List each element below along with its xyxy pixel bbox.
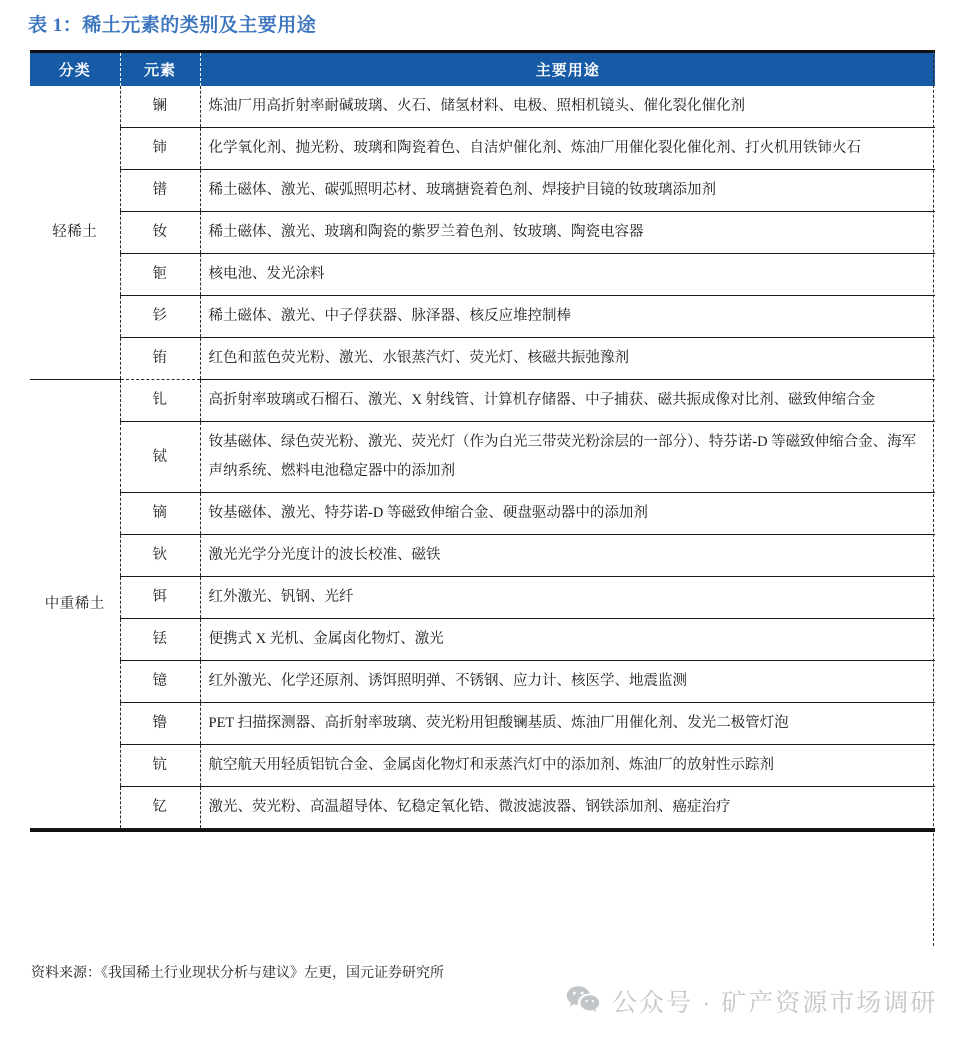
table-row bbox=[30, 619, 935, 661]
table-row bbox=[30, 493, 935, 535]
element-cell: 镥 bbox=[120, 703, 200, 745]
table-row bbox=[30, 170, 935, 212]
column-header-category: 分类 bbox=[30, 53, 120, 86]
table-row bbox=[30, 703, 935, 745]
table-row bbox=[30, 296, 935, 338]
watermark bbox=[566, 983, 937, 1019]
usage-cell: 便携式 X 光机、金属卤化物灯、激光 bbox=[200, 619, 935, 661]
element-cell: 钆 bbox=[120, 380, 200, 422]
usage-cell: 钕基磁体、绿色荧光粉、激光、荧光灯（作为白光三带荧光粉涂层的一部分）、特芬诺-D 等磁致伸缩合金、海军声纳系统、燃料电池稳定器中的添加剂 bbox=[200, 422, 935, 493]
usage-cell: 红外激光、钒钢、光纤 bbox=[200, 577, 935, 619]
header-row bbox=[30, 53, 935, 86]
element-cell: 铈 bbox=[120, 128, 200, 170]
wechat-icon bbox=[566, 985, 600, 1018]
usage-cell: 航空航天用轻质铝钪合金、金属卤化物灯和汞蒸汽灯中的添加剂、炼油厂的放射性示踪剂 bbox=[200, 745, 935, 787]
element-cell: 镱 bbox=[120, 661, 200, 703]
usage-cell: 稀土磁体、激光、碳弧照明芯材、玻璃搪瓷着色剂、焊接护目镜的钕玻璃添加剂 bbox=[200, 170, 935, 212]
element-cell: 镧 bbox=[120, 86, 200, 128]
category-cell: 中重稀土 bbox=[30, 380, 120, 829]
usage-cell: 高折射率玻璃或石榴石、激光、X 射线管、计算机存储器、中子捕获、磁共振成像对比剂、磁致伸缩合金 bbox=[200, 380, 935, 422]
usage-cell: PET 扫描探测器、高折射率玻璃、荧光粉用钽酸镧基质、炼油厂用催化剂、发光二极管灯泡 bbox=[200, 703, 935, 745]
table-row bbox=[30, 422, 935, 493]
element-cell: 钪 bbox=[120, 745, 200, 787]
element-cell: 钬 bbox=[120, 535, 200, 577]
table-row bbox=[30, 128, 935, 170]
usage-cell: 炼油厂用高折射率耐碱玻璃、火石、储氢材料、电极、照相机镜头、催化裂化催化剂 bbox=[200, 86, 935, 128]
usage-cell: 激光、荧光粉、高温超导体、钇稳定氧化锆、微波滤波器、钢铁添加剂、癌症治疗 bbox=[200, 787, 935, 829]
table-row bbox=[30, 661, 935, 703]
column-header-usage: 主要用途 bbox=[200, 53, 935, 86]
table-row bbox=[30, 254, 935, 296]
usage-cell: 化学氧化剂、抛光粉、玻璃和陶瓷着色、自洁炉催化剂、炼油厂用催化裂化催化剂、打火机用铁铈火石 bbox=[200, 128, 935, 170]
table-row bbox=[30, 380, 935, 422]
rare-earth-table-container bbox=[30, 50, 935, 832]
column-header-element: 元素 bbox=[120, 53, 200, 86]
element-cell: 钕 bbox=[120, 212, 200, 254]
table-row bbox=[30, 535, 935, 577]
table-row bbox=[30, 212, 935, 254]
usage-cell: 稀土磁体、激光、中子俘获器、脉泽器、核反应堆控制棒 bbox=[200, 296, 935, 338]
element-cell: 铕 bbox=[120, 338, 200, 380]
element-cell: 铽 bbox=[120, 422, 200, 493]
element-cell: 铒 bbox=[120, 577, 200, 619]
usage-cell: 稀土磁体、激光、玻璃和陶瓷的紫罗兰着色剂、钕玻璃、陶瓷电容器 bbox=[200, 212, 935, 254]
element-cell: 钇 bbox=[120, 787, 200, 829]
element-cell: 镝 bbox=[120, 493, 200, 535]
element-cell: 钐 bbox=[120, 296, 200, 338]
table-row bbox=[30, 787, 935, 829]
table-row bbox=[30, 86, 935, 128]
table-row bbox=[30, 577, 935, 619]
usage-cell: 红外激光、化学还原剂、诱饵照明弹、不锈钢、应力计、核医学、地震监测 bbox=[200, 661, 935, 703]
page-title: 表 1：稀土元素的类别及主要用途 bbox=[28, 15, 317, 36]
element-cell: 铥 bbox=[120, 619, 200, 661]
table-right-rule bbox=[933, 50, 934, 946]
usage-cell: 红色和蓝色荧光粉、激光、水银蒸汽灯、荧光灯、核磁共振弛豫剂 bbox=[200, 338, 935, 380]
watermark-label: 公众号 · 矿产资源市场调研 bbox=[612, 989, 938, 1017]
table-row bbox=[30, 745, 935, 787]
element-cell: 镨 bbox=[120, 170, 200, 212]
category-cell: 轻稀土 bbox=[30, 86, 120, 380]
rare-earth-table bbox=[30, 53, 935, 829]
table-header bbox=[30, 53, 935, 86]
element-cell: 钷 bbox=[120, 254, 200, 296]
usage-cell: 激光光学分光度计的波长校准、磁铁 bbox=[200, 535, 935, 577]
table-body bbox=[30, 86, 935, 829]
usage-cell: 核电池、发光涂料 bbox=[200, 254, 935, 296]
table-row bbox=[30, 338, 935, 380]
usage-cell: 钕基磁体、激光、特芬诺-D 等磁致伸缩合金、硬盘驱动器中的添加剂 bbox=[200, 493, 935, 535]
source-note: 资料来源：《我国稀土行业现状分析与建议》左更，国元证券研究所 bbox=[31, 966, 444, 981]
